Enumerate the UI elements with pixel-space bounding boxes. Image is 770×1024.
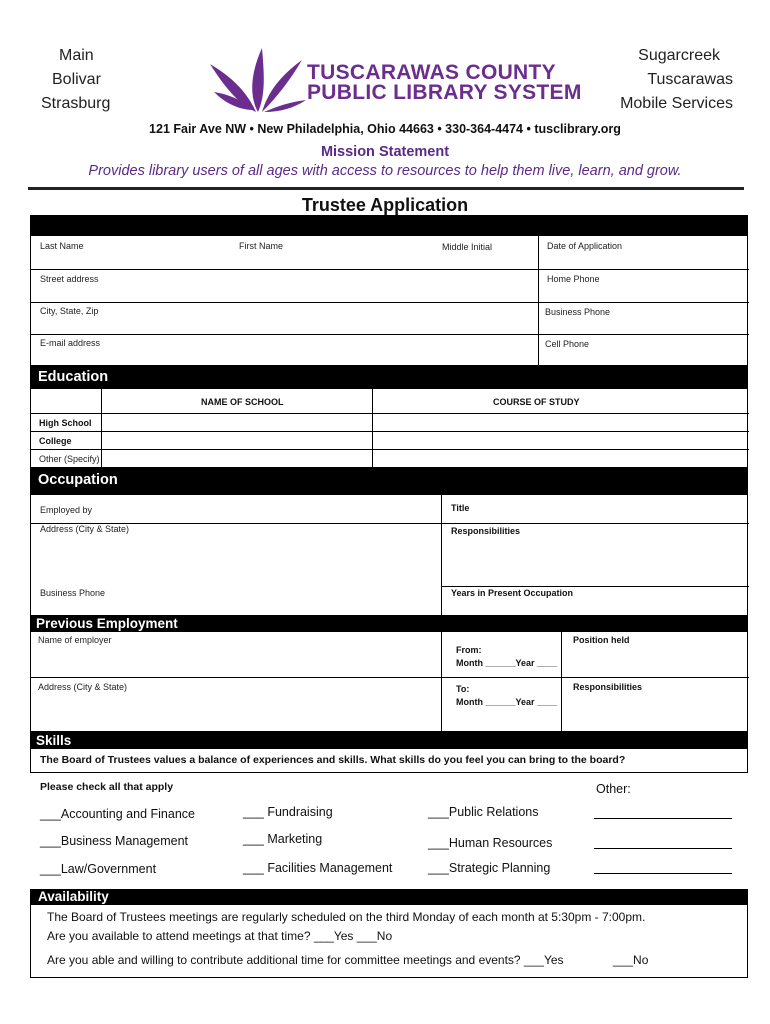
email-label: E-mail address bbox=[40, 338, 101, 348]
employed-by-input[interactable] bbox=[31, 495, 440, 523]
branch-tuscarawas: Tuscarawas bbox=[647, 71, 733, 88]
college-course-input[interactable] bbox=[373, 432, 748, 449]
skill-strategic-planning[interactable]: ___Strategic Planning bbox=[428, 861, 551, 875]
last-name-label: Last Name bbox=[40, 241, 84, 251]
years-label: Years in Present Occupation bbox=[451, 588, 574, 598]
mission-heading: Mission Statement bbox=[320, 144, 450, 160]
form-title: Trustee Application bbox=[301, 195, 469, 215]
street-label: Street address bbox=[40, 274, 99, 284]
course-column-header: COURSE OF STUDY bbox=[493, 397, 580, 407]
skill-business-management[interactable]: ___Business Management bbox=[40, 834, 189, 848]
availability-line-3-no[interactable]: ___No bbox=[613, 953, 649, 967]
header-divider bbox=[28, 187, 744, 190]
personal-info-grid bbox=[30, 235, 748, 366]
position-label: Position held bbox=[573, 635, 630, 645]
city-label: City, State, Zip bbox=[40, 306, 99, 316]
branch-sugarcreek: Sugarcreek bbox=[638, 47, 720, 64]
home-phone-label: Home Phone bbox=[547, 274, 600, 284]
employer-label: Name of employer bbox=[38, 635, 112, 645]
library-address: 121 Fair Ave NW • New Philadelphia, Ohio 44663 • 330-364-4474 • tusclibrary.org bbox=[149, 122, 621, 136]
skill-marketing[interactable]: ___ Marketing bbox=[243, 832, 323, 846]
previous-employment-grid bbox=[30, 632, 748, 732]
branch-main: Main bbox=[59, 47, 94, 64]
responsibilities-input[interactable] bbox=[442, 540, 748, 585]
position-input[interactable] bbox=[562, 646, 748, 676]
title-input[interactable] bbox=[442, 495, 748, 523]
availability-box bbox=[30, 905, 748, 978]
branch-bolivar: Bolivar bbox=[52, 71, 101, 88]
education-heading: Education bbox=[30, 366, 748, 388]
row-line bbox=[31, 677, 749, 678]
skill-accounting[interactable]: ___Accounting and Finance bbox=[40, 807, 195, 821]
city-field[interactable] bbox=[31, 302, 539, 334]
availability-line-2[interactable]: Are you available to attend meetings at that time? ___Yes ___No bbox=[47, 929, 393, 943]
college-name-input[interactable] bbox=[102, 432, 372, 449]
skill-law-government[interactable]: ___Law/Government bbox=[40, 862, 157, 876]
last-name-field[interactable] bbox=[31, 236, 541, 269]
mission-text: Provides library users of all ages with access to resources to help them live, learn, and grow. bbox=[88, 163, 682, 179]
college-label: College bbox=[39, 436, 72, 446]
education-table bbox=[30, 388, 748, 468]
cell-phone-label: Cell Phone bbox=[545, 339, 590, 349]
skills-check-label: Please check all that apply bbox=[40, 781, 174, 793]
to-month-year: Month ______Year ____ bbox=[456, 697, 558, 707]
col-divider bbox=[441, 632, 442, 732]
title-label: Title bbox=[451, 503, 470, 513]
street-field[interactable] bbox=[31, 269, 539, 302]
from-label: From: bbox=[456, 645, 482, 655]
row-line bbox=[441, 586, 749, 587]
to-label: To: bbox=[456, 684, 470, 694]
business-phone-label: Business Phone bbox=[545, 307, 611, 317]
other-skill-line-2[interactable] bbox=[594, 848, 732, 849]
skill-public-relations[interactable]: ___Public Relations bbox=[428, 805, 539, 819]
first-name-label: First Name bbox=[239, 241, 284, 251]
other-name-input[interactable] bbox=[102, 450, 372, 468]
responsibilities-label: Responsibilities bbox=[451, 526, 521, 536]
skill-human-resources[interactable]: ___Human Resources bbox=[428, 836, 553, 850]
skill-fundraising[interactable]: ___ Fundraising bbox=[243, 805, 333, 819]
previous-employment-heading: Previous Employment bbox=[30, 616, 748, 632]
availability-line-3[interactable]: Are you able and willing to contribute additional time for committee meetings and events? ___Yes bbox=[47, 953, 564, 967]
previous-address-label: Address (City & State) bbox=[38, 682, 128, 692]
occupation-grid bbox=[30, 494, 748, 616]
date-label: Date of Application bbox=[547, 241, 623, 251]
from-month-year: Month ______Year ____ bbox=[456, 658, 558, 668]
previous-responsibilities-input[interactable] bbox=[562, 694, 748, 731]
occupation-address-label: Address (City & State) bbox=[40, 524, 130, 534]
occupation-heading: Occupation bbox=[30, 468, 748, 494]
high-school-name-input[interactable] bbox=[102, 414, 372, 431]
branch-strasburg: Strasburg bbox=[41, 95, 111, 112]
availability-heading: Availability bbox=[30, 889, 748, 905]
other-skill-line-3[interactable] bbox=[594, 873, 732, 874]
row-line bbox=[31, 413, 101, 414]
high-school-course-input[interactable] bbox=[373, 414, 748, 431]
previous-responsibilities-label: Responsibilities bbox=[573, 682, 643, 692]
high-school-label: High School bbox=[39, 418, 92, 428]
employed-by-label: Employed by bbox=[40, 505, 93, 515]
middle-initial-label: Middle Initial bbox=[442, 242, 493, 252]
school-column-header: NAME OF SCHOOL bbox=[201, 397, 284, 407]
title-bar bbox=[30, 215, 748, 235]
employer-input[interactable] bbox=[31, 646, 440, 676]
years-input[interactable] bbox=[442, 599, 748, 616]
other-skill-line-1[interactable] bbox=[594, 818, 732, 819]
logo-line-2: PUBLIC LIBRARY SYSTEM bbox=[307, 81, 582, 104]
email-field[interactable] bbox=[31, 334, 539, 366]
skills-intro-box bbox=[30, 749, 748, 773]
row-line bbox=[441, 523, 749, 524]
other-course-input[interactable] bbox=[373, 450, 748, 468]
occupation-business-phone-label: Business Phone bbox=[40, 588, 106, 598]
logo-line-1: TUSCARAWAS COUNTY bbox=[307, 61, 556, 84]
skills-other-label: Other: bbox=[596, 782, 631, 796]
library-logo-icon bbox=[208, 46, 308, 116]
skills-heading: Skills bbox=[30, 732, 748, 749]
availability-line-1: The Board of Trustees meetings are regularly scheduled on the third Monday of each month at 5:30pm - 7:00pm. bbox=[47, 910, 646, 924]
branch-mobile-services: Mobile Services bbox=[620, 95, 733, 112]
skills-intro: The Board of Trustees values a balance of experiences and skills. What skills do you feel you can bring to the board? bbox=[40, 754, 626, 766]
skill-facilities-management[interactable]: ___ Facilities Management bbox=[243, 861, 393, 875]
other-label: Other (Specify) bbox=[39, 454, 100, 464]
